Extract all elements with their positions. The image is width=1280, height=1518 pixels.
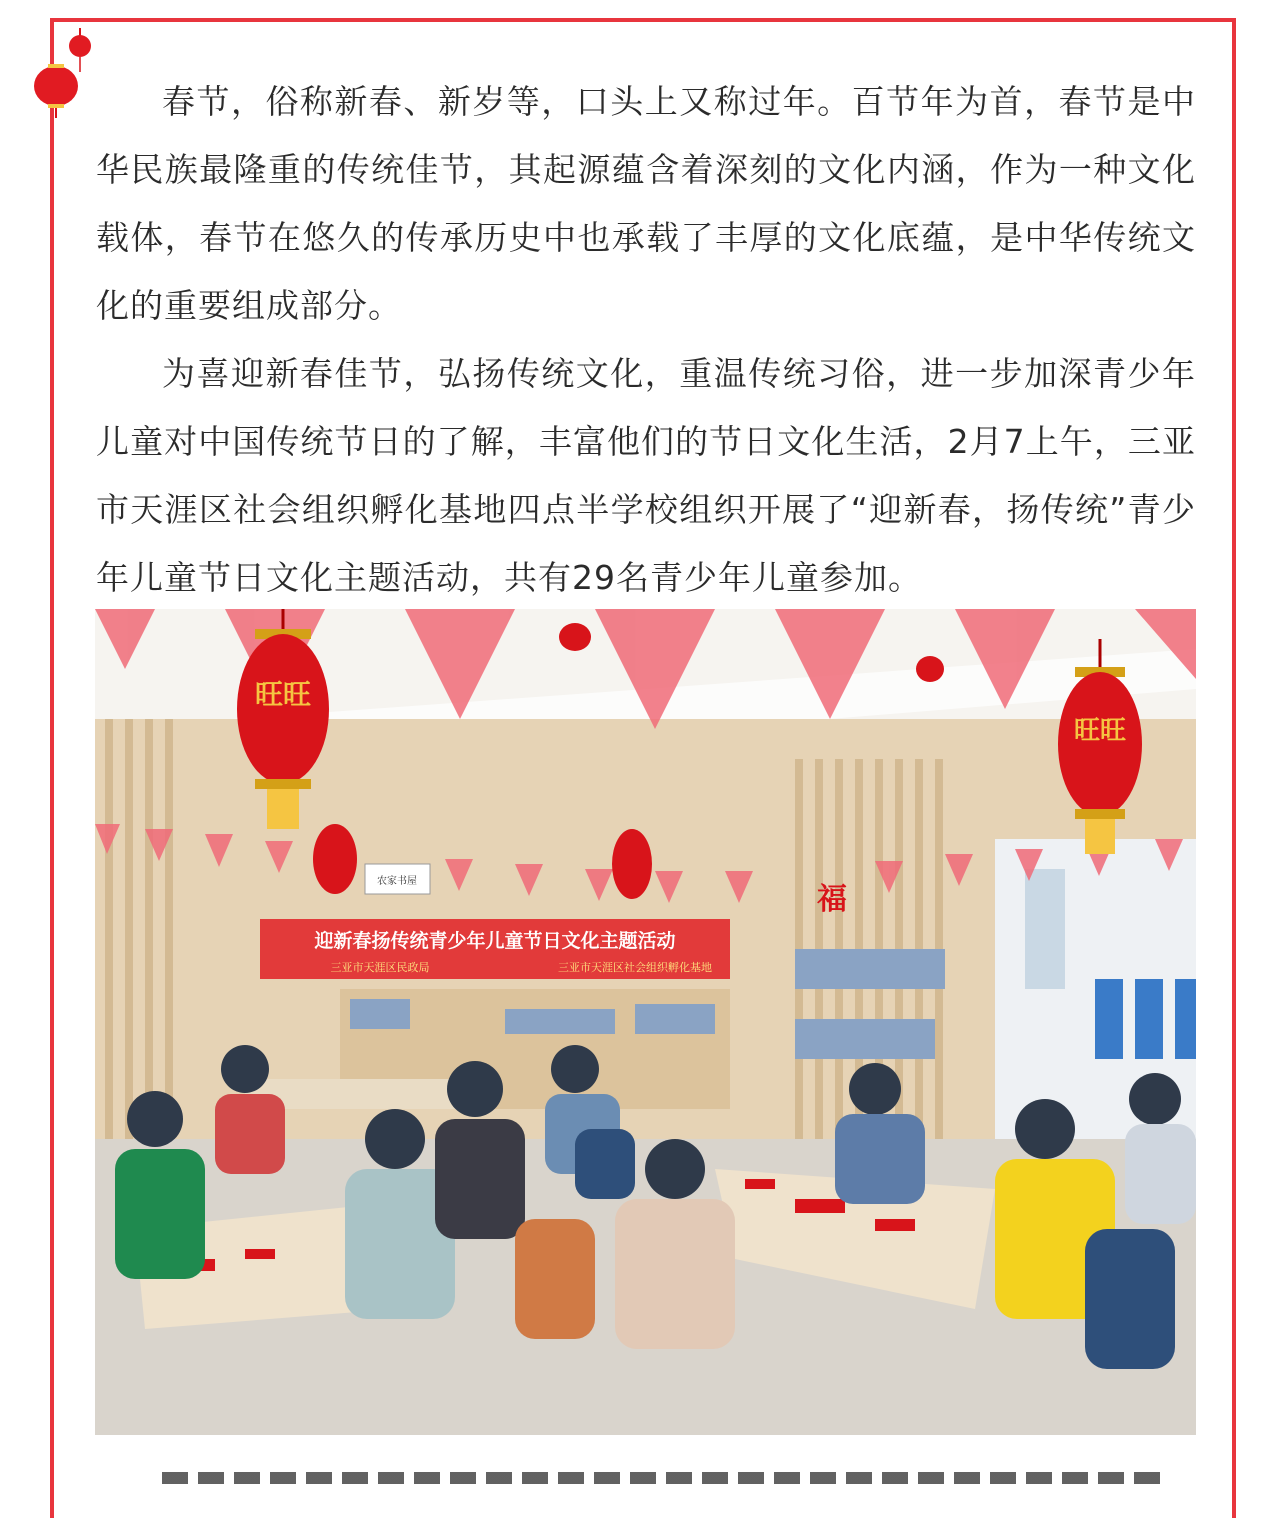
room-sign: 农家书屋: [377, 876, 417, 887]
fu-character: 福: [817, 882, 847, 917]
lantern-right-text: 旺旺: [1073, 716, 1127, 746]
banner-title: 迎新春扬传统青少年儿童节日文化主题活动: [314, 930, 676, 952]
article-paragraph: 春节，俗称新春、新岁等，口头上又称过年。百节年为首，春节是中华民族最隆重的传统佳节，其起源蕴含着深刻的文化内涵，作为一种文化载体，春节在悠久的传承历史中也承载了丰厚的文化底蕴，是中华传统文化的重要组成部分。: [96, 82, 1196, 325]
lantern-left-text: 旺旺: [254, 678, 312, 711]
article-paragraph: 为喜迎新春佳节，弘扬传统文化，重温传统习俗，进一步加深青少年儿童对中国传统节日的了解，丰富他们的节日文化生活，2月7上午，三亚市天涯区社会组织孵化基地四点半学校组织开展了“迎新春，扬传统”青少年儿童节日文化主题活动，共有29名青少年儿童参加。: [96, 354, 1196, 597]
lantern-ornament-icon: [28, 28, 98, 118]
banner-org-left: 三亚市天涯区民政局: [330, 961, 430, 974]
article-body: [96, 68, 1196, 612]
banner-org-right: 三亚市天涯区社会组织孵化基地: [558, 961, 712, 974]
next-paragraph-cutoff: [96, 1462, 1196, 1502]
event-photo: [95, 609, 1196, 1435]
